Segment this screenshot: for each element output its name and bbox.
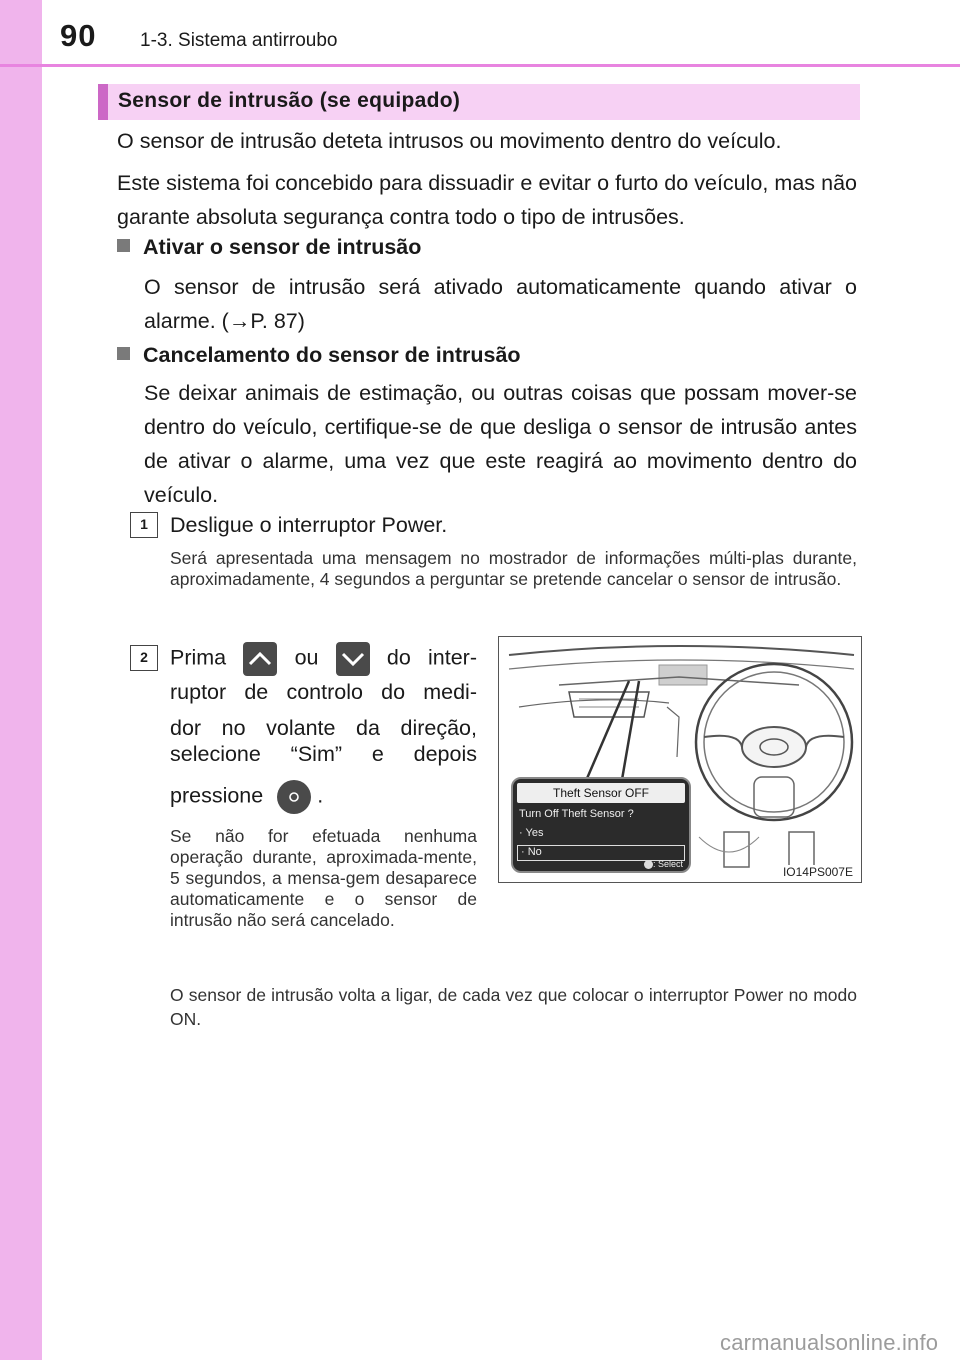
- activate-heading: [117, 235, 421, 260]
- cancel-paragraph: Se deixar animais de estimação, ou outras coisas que possam mover-se dentro do veículo, certifique-se de que desliga o sensor de intrusão antes de ativar o alarme, uma vez que este reagirá ao movimento dentro do veículo.: [144, 381, 857, 507]
- display-select-text: : Select: [652, 858, 683, 869]
- chevron-up-icon: [243, 642, 277, 676]
- step-2-text-prima: Prima: [170, 645, 227, 670]
- ok-button-icon: [277, 780, 311, 814]
- section-heading-bar: [98, 84, 860, 120]
- chevron-down-icon: [336, 642, 370, 676]
- watermark: carmanualsonline.info: [720, 1330, 939, 1355]
- step-2-line-2: ruptor de controlo do medi-: [170, 680, 477, 704]
- display-select-hint: [644, 859, 683, 869]
- step-2-badge: 2: [130, 645, 158, 671]
- step-2-note: Se não for efetuada nenhuma operação durante, aproximada-mente, 5 segundos, a mensa-gem desaparece automaticamente e o sensor de intrusão não será cancelado.: [170, 826, 477, 930]
- step-2-text-do-inter: do inter-: [386, 645, 477, 670]
- footer-note: O sensor de intrusão volta a ligar, de cada vez que colocar o interruptor Power no modo ON.: [170, 985, 857, 1029]
- bullet-square-icon: [117, 239, 130, 252]
- step-2-text-ou: ou: [294, 645, 319, 670]
- step-2-text-pressione: pressione: [170, 783, 264, 808]
- cancel-heading-text: Cancelamento do sensor de intrusão: [143, 343, 521, 367]
- page-number: 90: [60, 18, 97, 53]
- select-button-icon: [644, 860, 653, 869]
- chapter-title: 1-3. Sistema antirroubo: [140, 30, 338, 51]
- step-1-badge: 1: [130, 512, 158, 538]
- step-1-note: Será apresentada uma mensagem no mostrador de informações múlti-plas durante, aproximadamente, 4 segundos a perguntar se pretende cancelar o sensor de intrusão.: [170, 548, 857, 589]
- step-2-line-4: selecione “Sim” e depois: [170, 742, 477, 766]
- multi-information-display: [511, 777, 691, 873]
- display-option-no: · No: [517, 845, 685, 861]
- step-2-line-3: dor no volante da direção,: [170, 716, 477, 740]
- activate-heading-text: Ativar o sensor de intrusão: [143, 235, 422, 259]
- section-title: Sensor de intrusão (se equipado): [118, 89, 461, 112]
- step-2-line-5: [170, 780, 323, 814]
- step-2-period: .: [317, 783, 324, 808]
- cancel-heading: [117, 343, 521, 368]
- bullet-square-icon: [117, 347, 130, 360]
- step-1-text: Desligue o interruptor Power.: [170, 513, 448, 537]
- activate-paragraph: O sensor de intrusão será ativado automaticamente quando ativar o alarme. (→P. 87): [144, 275, 857, 333]
- intro-paragraph-1: O sensor de intrusão deteta intrusos ou movimento dentro do veículo.: [117, 129, 782, 153]
- display-title: Theft Sensor OFF: [517, 783, 685, 803]
- header-rule: [0, 64, 960, 67]
- illustration-code: IO14PS007E: [782, 865, 853, 879]
- intro-paragraph-2: Este sistema foi concebido para dissuadir e evitar o furto do veículo, mas não garante absoluta segurança contra todo o tipo de intrusões.: [117, 171, 857, 229]
- side-tab-strip: [0, 0, 42, 1360]
- display-option-yes: · Yes: [519, 827, 544, 839]
- step-2-line-1: [170, 642, 477, 676]
- dashboard-illustration: [498, 636, 862, 883]
- display-question: Turn Off Theft Sensor ?: [519, 808, 634, 820]
